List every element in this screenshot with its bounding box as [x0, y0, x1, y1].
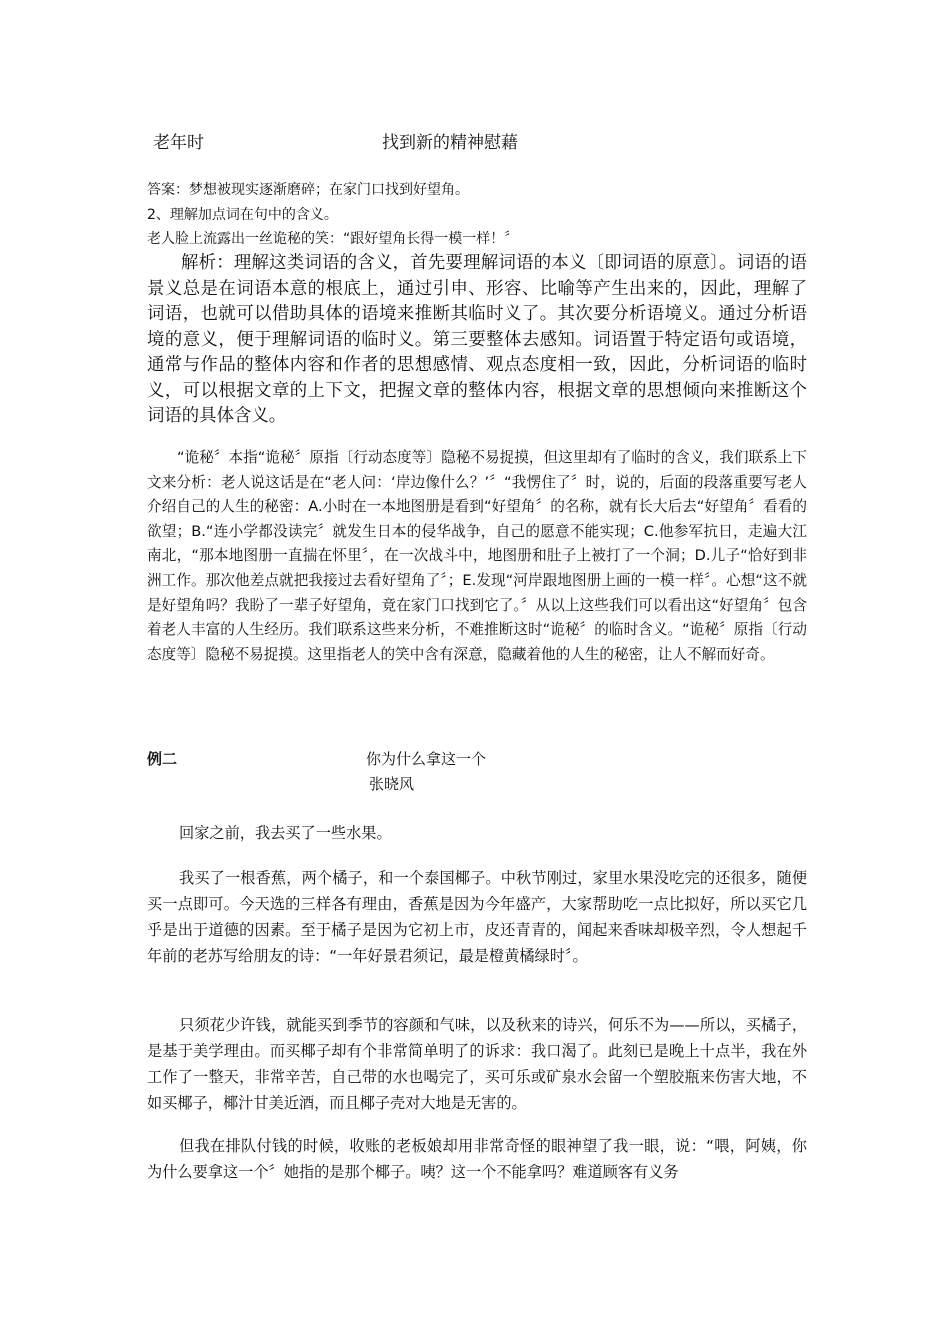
story-author: 张晓风 [369, 775, 415, 793]
story-paragraph: 但我在排队付钱的时候，收账的老板娘却用非常奇怪的眼神望了我一眼，说：“喂，阿姨，你为什么要拿这一个〞她指的是那个椰子。咦？这一个不能拿吗？难道顾客有义务 [147, 1137, 807, 1181]
story-paragraph: 我买了一根香蕉，两个橘子，和一个泰国椰子。中秋节刚过，家里水果没吃完的还很多，随便买一点即可。今天选的三样各有理由，香蕉是因为今年盛产，大家帮助吃一点比拟好，所以买它几乎是出于道德的因素。至于橘子是因为它初上市，皮还青青的，闻起来香味却极辛烈，令人想起千年前的老苏写给朋友的诗：“一年好景君须记，最是橙黄橘绿时〞。 [147, 869, 807, 965]
story-title: 你为什么拿这一个 [366, 750, 487, 768]
table-row-value: 找到新的精神慰藉 [382, 133, 518, 153]
table-row-label: 老年时 [153, 133, 204, 153]
story-paragraph: 回家之前，我去买了一些水果。 [179, 824, 392, 842]
analysis-paragraph: 解析：理解这类词语的含义，首先要理解词语的本义〔即词语的原意〕。词语的语景义总是在词语本意的根底上，通过引申、形容、比喻等产生出来的，因此，理解了词语，也就可以借助具体的语境来推断其临时义了。其次要分析语境义。通过分析语境的意义，便于理解词语的临时义。第三要整体去感知。词语置于特定语句或语境，通常与作品的整体内容和作者的思想感情、观点态度相一致，因此，分析词语的临时义，可以根据文章的上下文，把握文章的整体内容，根据文章的思想倾向来推断这个词语的具体含义。 [147, 253, 807, 426]
example-label: 例二 [147, 750, 178, 768]
story-paragraph: 只须花少许钱，就能买到季节的容颜和气味，以及秋来的诗兴，何乐不为——所以，买橘子，是基于美学理由。而买椰子却有个非常简单明了的诉求：我口渴了。此刻已是晚上十点半，我在外工作了一整天，非常辛苦，自己带的水也喝完了，买可乐或矿泉水会留一个塑胶瓶来伤害大地，不如买椰子，椰汁甘美近酒，而且椰子壳对大地是无害的。 [147, 1016, 807, 1112]
question-heading: 2、理解加点词在句中的含义。 [147, 207, 338, 223]
quoted-sentence: 老人脸上流露出一丝诡秘的笑：“跟好望角长得一模一样！〞 [147, 231, 519, 247]
explanation-paragraph: “诡秘〞本指“诡秘〞原指〔行动态度等〕隐秘不易捉摸，但这里却有了临时的含义，我们联系上下文来分析：老人说这话是在“老人问：‘岸边像什么？’〞“我愣住了〞时，说的，后面的段落重要写老人介绍自己的人生的秘密：A.小时在一本地图册是看到“好望角〞的名称，就有长大后去“好望角〞看看的欲望；B.“连小学都没读完〞就发生日本的侵华战争，自己的愿意不能实现；C.他参军抗日，走遍大江南北，“那本地图册一直揣在怀里〞，在一次战斗中，地图册和肚子上被打了一个洞；D.儿子“恰好到非洲工作。那次他差点就把我接过去看好望角了〞；E.发现“河岸跟地图册上画的一模一样〞。心想“这不就是好望角吗？我盼了一辈子好望角，竟在家门口找到它了。〞从以上这些我们可以看出这“好望角〞包含着老人丰富的人生经历。我们联系这些来分析，不难推断这时“诡秘〞的临时含义。“诡秘〞原指〔行动态度等〕隐秘不易捉摸。这里指老人的笑中含有深意，隐藏着他的人生的秘密，让人不解而好奇。 [147, 449, 807, 663]
answer-text: 答案：梦想被现实逐渐磨碎；在家门口找到好望角。 [147, 182, 469, 198]
